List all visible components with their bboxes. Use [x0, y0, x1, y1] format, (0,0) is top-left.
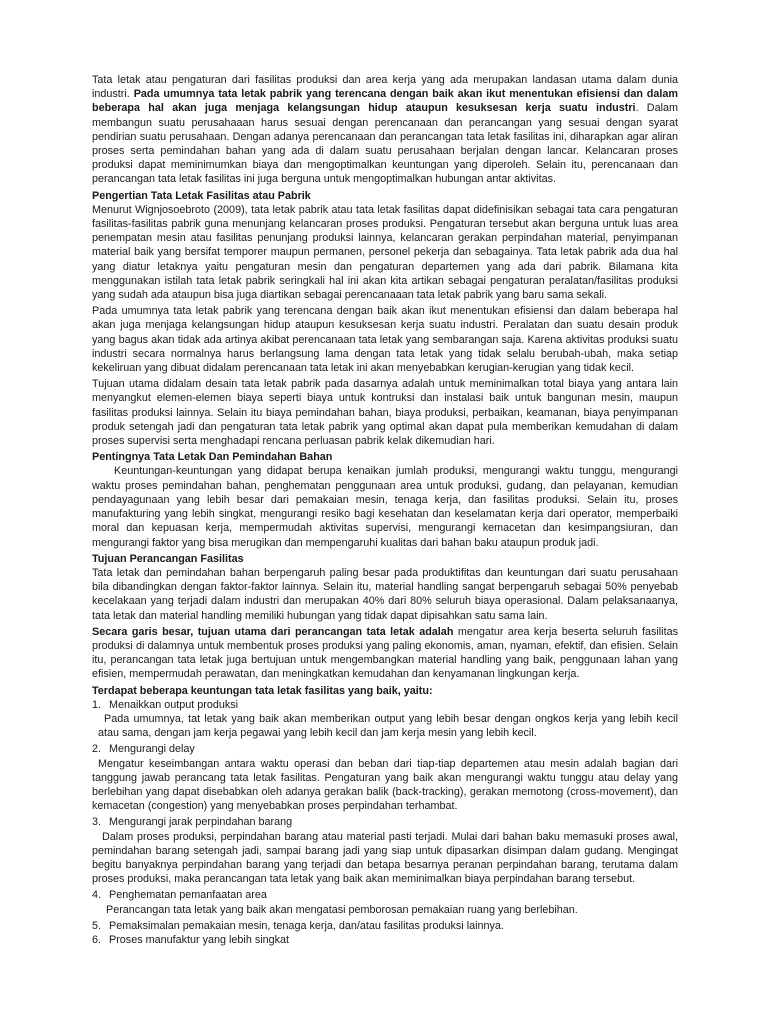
- design-purpose-bold: Secara garis besar, tujuan utama dari perancangan tata letak adalah: [92, 625, 454, 638]
- heading-keuntungan: Terdapat beberapa keuntungan tata letak fasilitas yang baik, yaitu:: [92, 684, 433, 697]
- intro-bold-text: Pada umumnya tata letak pabrik yang terencana dengan baik akan ikut menentukan efisiensi dan dalam beberapa hal akan juga menjaga kelangsungan hidup ataupun kesuksesan kerja suatu industri: [92, 88, 678, 115]
- heading-pengertian: Pengertian Tata Letak Fasilitas atau Pabrik: [92, 189, 311, 202]
- list-item-2-desc: Mengatur keseimbangan antara waktu operasi dan beban dari tiap-tiap departemen atau mesin adalah bagian dari tanggung jawab perancang tata letak fasilitas. Pengaturan yang baik akan mengurangi waktu tunggu atau delay yang berlebihan yang dapat disebabkan oleh adanya gerakan balik (back-tracking), gerakan memotong (cross-movement), dan kemacetan (congestion) yang menyebabkan proses perpindahan terhambat.: [92, 757, 678, 813]
- paragraph-design-purpose: [92, 625, 678, 682]
- list-item-3-desc: Dalam proses produksi, perpindahan barang atau material pasti terjadi. Mulai dari bahan baku memasuki proses awal, pemindahan barang setengah jadi, sampai barang jadi yang siap untuk dipasarkan disimpan dalam gudang. Mengingat begitu banyaknya perpindahan barang yang terjadi dan betapa besarnya peranan perpindahan barang, terutama dalam proses produksi, maka perancangan tata letak yang baik akan meminimalkan biaya perpindahan barang tersebut.: [92, 830, 678, 886]
- paragraph-benefits: Keuntungan-keuntungan yang didapat berupa kenaikan jumlah produksi, mengurangi waktu tunggu, mengurangi waktu proses pemindahan bahan, penghematan penggunaan area untuk produksi, gudang, dan pelayanan, kemudian pendayagunaan yang lebih besar dari pemakaian mesin, tenaga kerja, dan fasilitas produksi. Selain itu, proses manufakturing yang lebih singkat, mengurangi resiko bagi kesehatan dan keselamatan kerja dari operator, memperbaiki moral dan kepuasan kerja, mempermudah aktivitas supervisi, mengurangi kemacetan dan kesimpangsiuran, dan mengurangi faktor yang bisa merugikan dan mempengaruhi kualitas dari bahan baku ataupun produk jadi.: [92, 465, 678, 549]
- heading-pentingnya: Pentingnya Tata Letak Dan Pemindahan Bahan: [92, 451, 333, 464]
- paragraph-importance: Pada umumnya tata letak pabrik yang terencana dengan baik akan ikut menentukan efisiensi dan dalam beberapa hal akan juga menjaga kelangsungan hidup ataupun kesuksesan kerja suatu industri. Peralatan dan suatu desain produk yang bagus akan tidak ada artinya akibat perencanaan tata letak yang sembarangan saja. Karena aktivitas produksi suatu industri secara normalnya harus berlangsung lama dengan tata letak yang tidak selalu berubah-ubah, maka setiap kekeliruan yang dibuat didalam perencanaan tata letak ini akan menyebabkan kerugian-kerugian yang tidak kecil.: [92, 305, 678, 375]
- intro-text-b: . Dalam membangun suatu perusahaaan harus sesuai dengan perencanaan dan perancangan yang sesuai dengan syarat pendirian suatu perusahaan. Dengan adanya perencanaan dan perancangan tata letak fasilitas ini, diharapkan agar aliran proses serta pemindahan bahan yang ada di dalam suatu perusahaan berjalan dengan lancar. Kelancaran proses produksi dapat meminimumkan biaya dan mengoptimalkan keuntungan yang diperoleh. Selain itu, perencanaan dan perancangan tata letak fasilitas ini juga berguna untuk mengoptimalkan hubungan antar aktivitas.: [92, 102, 678, 186]
- list-item-4-title: 4. Penghematan pemanfaatan area: [92, 889, 267, 902]
- benefit-list: [92, 698, 678, 947]
- list-item-5-title: 5. Pemaksimalan pemakaian mesin, tenaga kerja, dan/atau fasilitas produksi lainnya.: [92, 919, 504, 932]
- list-item-1-title: 1. Menaikkan output produksi: [92, 698, 239, 711]
- list-item-4-desc: Perancangan tata letak yang baik akan mengatasi pemborosan pemakaian ruang yang berlebihan.: [106, 903, 578, 916]
- paragraph-main-goal: Tujuan utama didalam desain tata letak pabrik pada dasarnya adalah untuk meminimalkan total biaya yang antara lain menyangkut elemen-elemen biaya seperti biaya untuk kontruksi dan instalasi baik untuk bangunan mesin, maupun fasilitas produksi lainnya. Selain itu biaya pemindahan bahan, biaya produksi, perbaikan, keamanan, biaya penyimpanan produk setengah jadi dan pengaturan tata letak pabrik yang optimal akan dapat pula memberikan kemudahan di dalam proses supervisi serta menghadapi rencana perluasan pabrik kelak dikemudian hari.: [92, 378, 678, 448]
- list-item-6-title: 6. Proses manufaktur yang lebih singkat: [92, 933, 290, 946]
- paragraph-productivity: Tata letak dan pemindahan bahan berpengaruh paling besar pada produktifitas dan keuntungan dari suatu perusahaan bila dibandingkan dengan faktor-faktor lainnya. Selain itu, material handling sangat berpengaruh sebagai 50% penyebab kecelakaan yang terjadi dalam industri dan merupakan 40% dari 80% seluruh biaya operasional. Dalam pelaksanaanya, tata letak dan material handling memiliki hubungan yang tidak dapat dipisahkan satu sama lain.: [92, 566, 678, 622]
- paragraph-definition: Menurut Wignjosoebroto (2009), tata letak pabrik atau tata letak fasilitas dapat didefinisikan sebagai tata cara pengaturan fasilitas-fasilitas pabrik guna menunjang kelancaran proses produksi. Pengaturan tersebut akan berguna untuk luas area penempatan mesin atau fasilitas penunjang produksi lainnya, kelancaran gerakan perpindahan material, penyimpanan material baik yang bersifat temporer maupun permanen, personel pekerja dan sebagainya. Tata letak pabrik ada dua hal yang diatur letaknya yaitu pengaturan mesin dan pengaturan departemen yang ada dari pabrik. Bilamana kita menggunakan istilah tata letak pabrik seringkali hal ini akan kita artikan sebagai pengaturan peralatan/fasilitas produksi yang sudah ada ataupun bisa juga diartikan sebagai perencanaaan tata letak pabrik yang baru sama sekali.: [92, 203, 678, 302]
- heading-tujuan: Tujuan Perancangan Fasilitas: [92, 552, 244, 565]
- intro-paragraph: [92, 73, 678, 187]
- intro-text-a: Tata letak atau pengaturan dari fasilitas produksi dan area kerja yang ada merupakan landasan utama dalam dunia industri.: [92, 74, 678, 101]
- list-item-1-desc: Pada umumnya, tat letak yang baik akan memberikan output yang lebih besar dengan ongkos kerja yang lebih kecil atau sama, dengan jam kerja pegawai yang lebih kecil dan jam kerja mesin yang lebih kecil.: [98, 712, 678, 740]
- design-purpose-rest: mengatur area kerja beserta seluruh fasilitas produksi di dalamnya untuk membentuk proses produksi yang paling ekonomis, aman, nyaman, efektif, dan efisien. Selain itu, perancangan tata letak juga bertujuan untuk mengembangkan material handling yang baik, penggunaan lahan yang efisien, mempermudah perawatan, dan meningkatkan kemudahan dan kenyamanan lingkungan kerja.: [92, 625, 678, 681]
- document-body: [92, 73, 678, 947]
- list-item-2-title: 2. Mengurangi delay: [92, 743, 195, 756]
- list-item-3-title: 3. Mengurangi jarak perpindahan barang: [92, 816, 293, 829]
